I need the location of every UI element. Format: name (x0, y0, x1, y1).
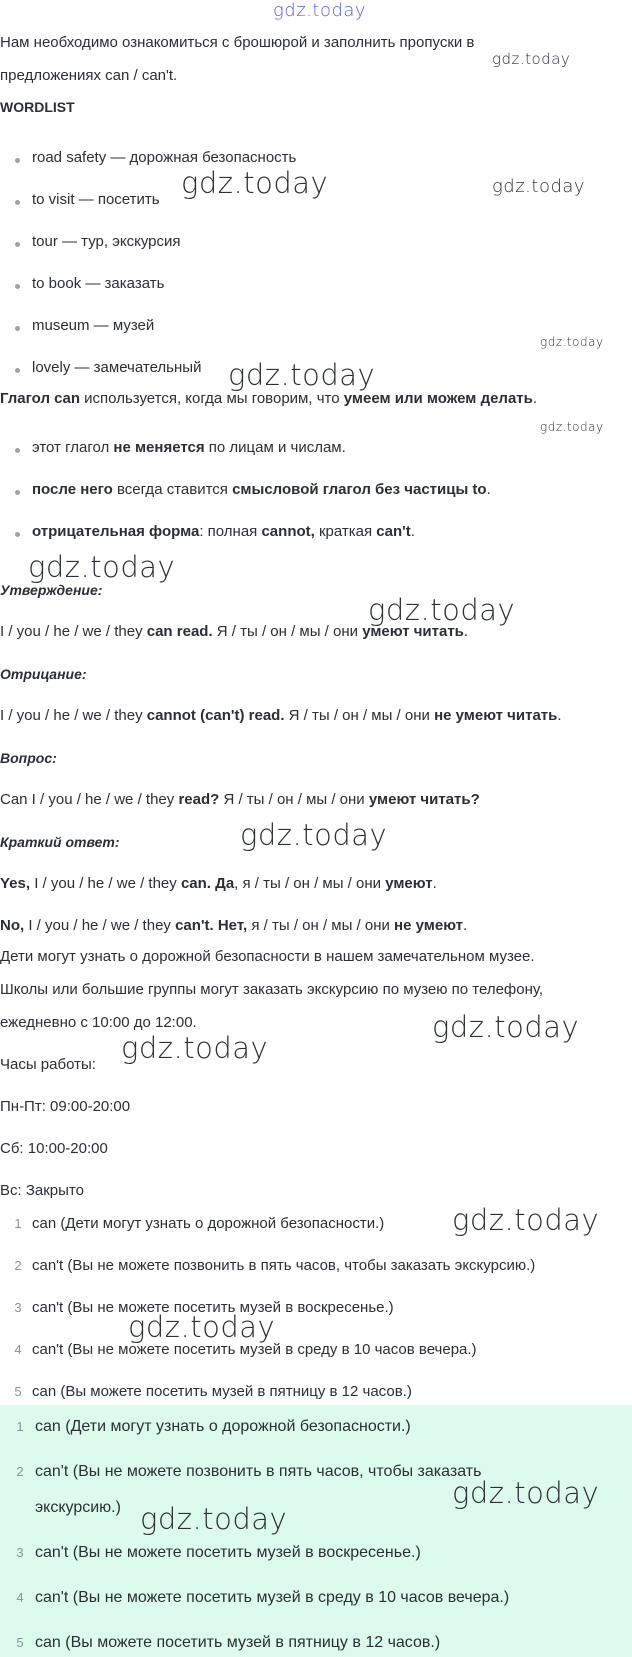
answer-item: can (Дети могут узнать о дорожной безопасности.) (35, 1418, 411, 1435)
wordlist-item: museum — музей (32, 317, 155, 334)
answer-item: can't (Вы не можете посетить музей в воскресенье.) (35, 1544, 421, 1561)
question-label: Вопрос: (0, 750, 57, 766)
watermark: gdz.today (452, 1476, 600, 1510)
negative-label: Отрицание: (0, 666, 87, 682)
answer-number: 3 (14, 1300, 22, 1315)
watermark: gdz.today (140, 1502, 288, 1536)
answer-number: 2 (16, 1464, 24, 1479)
answer-item-continuation: экскурсию.) (35, 1499, 121, 1516)
answer-item: can (Вы можете посетить музей в пятницу в 12 часов.) (35, 1634, 441, 1651)
watermark: gdz.today (368, 593, 516, 627)
answer-number: 2 (14, 1258, 22, 1273)
watermark: gdz.today (128, 1310, 276, 1344)
grammar-intro: Глагол can используется, когда мы говорим, что умеем или можем делать. (0, 390, 538, 407)
answer-number: 1 (14, 1216, 22, 1231)
answer-number: 4 (16, 1590, 24, 1605)
short-answer-label: Краткий ответ: (0, 834, 120, 850)
watermark: gdz.today (432, 1010, 580, 1044)
intro-line: предложениях can / can't. (0, 67, 178, 84)
bullet (15, 200, 20, 205)
watermark: gdz.today (240, 818, 388, 852)
hours-line: Пн-Пт: 09:00-20:00 (0, 1098, 131, 1115)
bullet (15, 242, 20, 247)
wordlist-item: tour — тур, экскурсия (32, 233, 181, 250)
watermark: gdz.today (228, 358, 376, 392)
answer-number: 3 (16, 1545, 24, 1560)
answer-item: can (Вы можете посетить музей в пятницу в 12 часов.) (32, 1383, 412, 1400)
watermark: gdz.today (273, 0, 367, 21)
brochure-line: ежедневно с 10:00 до 12:00. (0, 1014, 197, 1031)
wordlist-item: to visit — посетить (32, 191, 160, 208)
answer-item: can't (Вы не можете посетить музей в среду в 10 часов вечера.) (32, 1341, 477, 1358)
watermark: gdz.today (28, 550, 176, 584)
bullet (15, 326, 20, 331)
wordlist-item: lovely — замечательный (32, 359, 202, 376)
grammar-rule: этот глагол не меняется по лицам и числам. (32, 439, 346, 456)
watermark: gdz.today (452, 1203, 600, 1237)
bullet (15, 368, 20, 373)
answer-item: can't (Вы не можете позвонить в пять часов, чтобы заказать (35, 1463, 482, 1480)
bullet (15, 532, 20, 537)
negative-example: I / you / he / we / they cannot (can't) read. Я / ты / он / мы / они не умеют читать. (0, 707, 562, 724)
answer-number: 4 (14, 1342, 22, 1357)
brochure-line: Школы или большие группы могут заказать экскурсию по музею по телефону, (0, 981, 544, 998)
hours-line: Сб: 10:00-20:00 (0, 1140, 108, 1157)
answer-box (0, 1405, 632, 1657)
answer-number: 5 (14, 1384, 22, 1399)
watermark: gdz.today (540, 420, 604, 434)
answer-number: 1 (16, 1419, 24, 1434)
answer-item: can (Дети могут узнать о дорожной безопасности.) (32, 1215, 385, 1232)
affirmative-label: Утверждение: (0, 582, 103, 598)
short-answer-yes: Yes, I / you / he / we / they can. Да, я / ты / он / мы / они умеют. (0, 875, 437, 892)
watermark: gdz.today (492, 176, 586, 197)
hours-line: Вс: Закрыто (0, 1182, 84, 1199)
watermark: gdz.today (181, 166, 329, 200)
intro-line: Нам необходимо ознакомиться с брошюрой и заполнить пропуски в (0, 34, 475, 51)
grammar-rule: отрицательная форма: полная cannot, краткая can't. (32, 523, 415, 540)
grammar-rule: после него всегда ставится смысловой глагол без частицы to. (32, 481, 491, 498)
affirmative-example: I / you / he / we / they can read. Я / ты / он / мы / они умеют читать. (0, 623, 469, 640)
bullet (15, 284, 20, 289)
answer-number: 5 (16, 1635, 24, 1650)
question-example: Can I / you / he / we / they read? Я / ты / он / мы / они умеют читать? (0, 791, 480, 808)
answer-item: can't (Вы не можете позвонить в пять часов, чтобы заказать экскурсию.) (32, 1257, 536, 1274)
watermark: gdz.today (492, 50, 571, 68)
bullet (15, 490, 20, 495)
answer-item: can't (Вы не можете посетить музей в воскресенье.) (32, 1299, 394, 1316)
wordlist-item: to book — заказать (32, 275, 165, 292)
brochure-line: Дети могут узнать о дорожной безопасности в нашем замечательном музее. (0, 948, 535, 965)
wordlist-item: road safety — дорожная безопасность (32, 149, 297, 166)
bullet (15, 158, 20, 163)
short-answer-no: No, I / you / he / we / they can't. Нет, я / ты / он / мы / они не умеют. (0, 917, 468, 934)
wordlist-heading: WORDLIST (0, 99, 75, 115)
hours-title: Часы работы: (0, 1056, 96, 1073)
answer-item: can't (Вы не можете посетить музей в среду в 10 часов вечера.) (35, 1589, 510, 1606)
watermark: gdz.today (121, 1031, 269, 1065)
watermark: gdz.today (540, 335, 604, 349)
bullet (15, 448, 20, 453)
